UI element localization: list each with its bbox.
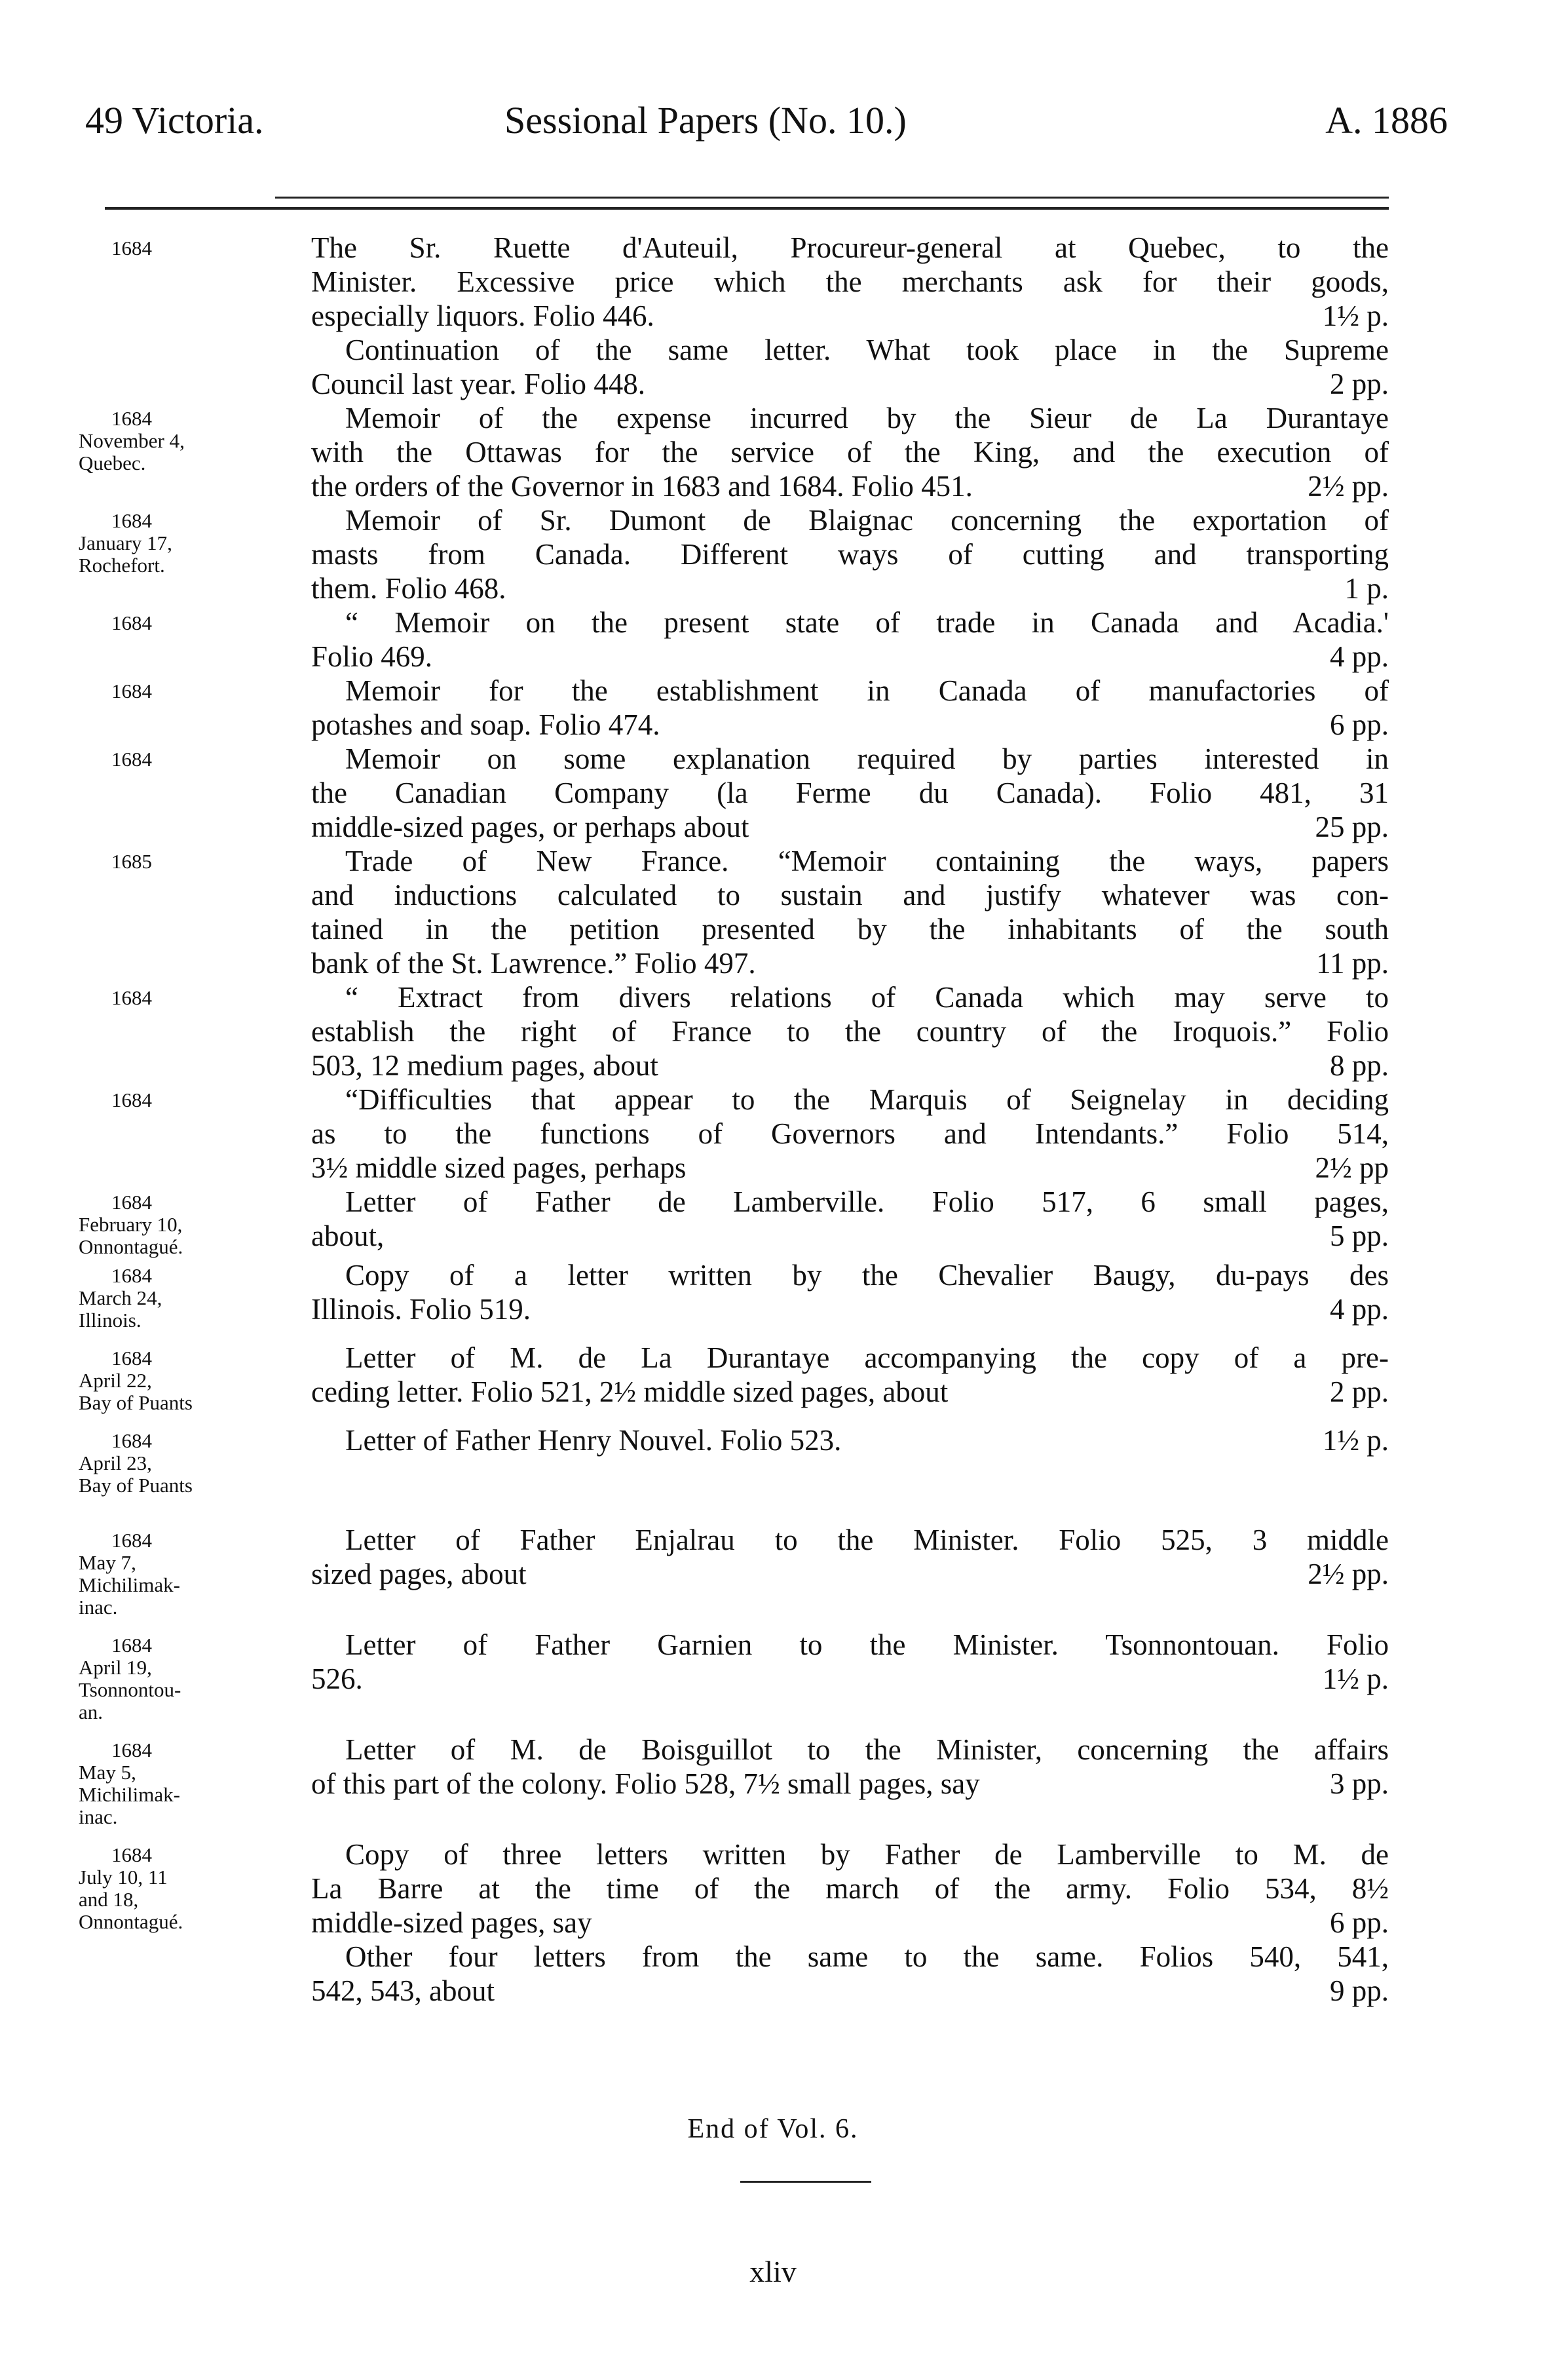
entry-year: 1684 <box>111 407 152 430</box>
entry-date-line: an. <box>79 1700 104 1723</box>
entry-line <box>311 1871 1389 1906</box>
entry-page-count: 5 pp. <box>1330 1219 1389 1252</box>
entry-line <box>311 1341 1389 1375</box>
entry-description <box>311 503 1389 605</box>
entry-text: with the Ottawas for the service of the King, and the execution of <box>311 436 1389 469</box>
entry-date-line: Michilimak- <box>79 1783 180 1806</box>
entry-text: Trade of New France. “Memoir containing the ways, papers <box>345 845 1389 877</box>
entry-line <box>311 1906 1389 1940</box>
entry-text: of this part of the colony. Folio 528, 7½ small pages, say <box>311 1767 980 1800</box>
entry-text: masts from Canada. Different ways of cutting and transporting <box>311 538 1389 571</box>
entry-date <box>79 1523 311 1619</box>
entry-line <box>311 946 1389 980</box>
end-of-volume: End of Vol. 6. <box>687 2114 859 2144</box>
entry-date-line: July 10, 11 <box>79 1866 168 1889</box>
entry-text: “ Extract from divers relations of Canada which may serve to <box>345 981 1389 1014</box>
entry-line <box>311 265 1389 299</box>
calendar-entry <box>79 1258 1389 1332</box>
calendar-entry <box>79 231 1389 333</box>
entry-line <box>311 1117 1389 1151</box>
calendar-entry <box>79 333 1389 401</box>
entry-page-count: 1½ p. <box>1322 1424 1389 1457</box>
entry-date <box>79 1423 311 1497</box>
entry-line <box>311 1258 1389 1292</box>
entry-line <box>311 1662 1389 1696</box>
entry-line <box>311 1423 1389 1457</box>
calendar-entry <box>79 844 1389 980</box>
entry-page-count: 2 pp. <box>1330 368 1389 400</box>
entry-date <box>79 605 311 674</box>
entry-line <box>311 1048 1389 1083</box>
entry-date <box>79 1733 311 1828</box>
entry-year: 1684 <box>111 1264 152 1287</box>
entry-year: 1684 <box>111 1843 152 1866</box>
entry-text: Letter of Father Henry Nouvel. Folio 523. <box>345 1424 842 1457</box>
entry-year: 1684 <box>111 1529 152 1552</box>
entry-line <box>311 503 1389 537</box>
entry-description <box>311 1733 1389 1828</box>
entry-text: sized pages, about <box>311 1558 527 1590</box>
entry-year: 1684 <box>111 1088 152 1111</box>
entry-date-line: Quebec. <box>79 451 146 474</box>
entry-date-line: January 17, <box>79 531 172 554</box>
entry-date <box>79 1837 311 2008</box>
calendar-entry <box>79 401 1389 503</box>
entry-text: them. Folio 468. <box>311 572 506 605</box>
entry-text: “Difficulties that appear to the Marquis of Seignelay in deciding <box>345 1083 1389 1116</box>
calendar-entry <box>79 674 1389 742</box>
entry-text: Memoir for the establishment in Canada of manufactories of <box>345 674 1389 707</box>
entry-line <box>311 1219 1389 1253</box>
entry-page-count: 1½ p. <box>1322 1662 1389 1695</box>
entry-year: 1684 <box>111 680 152 702</box>
calendar-entries <box>79 231 1389 2008</box>
calendar-entry <box>79 1523 1389 1619</box>
entry-text: Letter of Father Garnien to the Minister. Tsonnontouan. Folio <box>345 1628 1389 1661</box>
entry-text: Other four letters from the same to the same. Folios 540, 541, <box>345 1940 1389 1973</box>
entry-date <box>79 1628 311 1723</box>
entry-page-count: 25 pp. <box>1315 811 1389 843</box>
header-session: 49 Victoria. <box>85 99 264 142</box>
header-rule-thick <box>105 207 1389 210</box>
entry-text: “ Memoir on the present state of trade in Canada and Acadia.' <box>345 606 1389 639</box>
entry-text: La Barre at the time of the march of the army. Folio 534, 8½ <box>311 1872 1389 1905</box>
entry-description <box>311 844 1389 980</box>
entry-line <box>311 1151 1389 1185</box>
entry-text: as to the functions of Governors and Intendants.” Folio 514, <box>311 1117 1389 1150</box>
header-rule-thin <box>275 197 1389 199</box>
entry-description <box>311 1258 1389 1332</box>
entry-date-line: November 4, <box>79 429 185 452</box>
entry-year: 1684 <box>111 1738 152 1761</box>
header-year: A. 1886 <box>1325 99 1448 142</box>
entry-date-line: February 10, <box>79 1213 183 1236</box>
entry-text: the Canadian Company (la Ferme du Canada). Folio 481, 31 <box>311 777 1389 809</box>
calendar-entry <box>79 742 1389 844</box>
calendar-entry <box>79 1185 1389 1258</box>
calendar-entry <box>79 1423 1389 1497</box>
entry-date-line: May 5, <box>79 1761 136 1784</box>
entry-date-line: April 22, <box>79 1369 152 1392</box>
entry-line <box>311 1767 1389 1801</box>
entry-description <box>311 1083 1389 1185</box>
entry-text: 503, 12 medium pages, about <box>311 1049 658 1082</box>
entry-text: and inductions calculated to sustain and justify whatever was con- <box>311 879 1389 912</box>
entry-line <box>311 1014 1389 1048</box>
entry-date <box>79 231 311 333</box>
entry-page-count: 2 pp. <box>1330 1375 1389 1408</box>
entry-year: 1684 <box>111 611 152 634</box>
entry-year: 1684 <box>111 1429 152 1452</box>
entry-date <box>79 1258 311 1332</box>
calendar-entry <box>79 605 1389 674</box>
entry-description <box>311 605 1389 674</box>
entry-date-line: and 18, <box>79 1888 139 1911</box>
entry-description <box>311 980 1389 1083</box>
entry-line <box>311 674 1389 708</box>
entry-text: the orders of the Governor in 1683 and 1684. Folio 451. <box>311 470 973 503</box>
entry-line <box>311 776 1389 810</box>
entry-text: Copy of three letters written by Father de Lamberville to M. de <box>345 1838 1389 1871</box>
entry-page-count: 2½ pp <box>1315 1151 1389 1184</box>
entry-line <box>311 435 1389 469</box>
entry-text: Folio 469. <box>311 640 433 673</box>
entry-description <box>311 1185 1389 1258</box>
entry-date <box>79 980 311 1083</box>
entry-line <box>311 571 1389 605</box>
entry-date <box>79 1341 311 1414</box>
entry-page-count: 6 pp. <box>1330 1906 1389 1939</box>
entry-date-line: inac. <box>79 1596 118 1619</box>
entry-year: 1684 <box>111 986 152 1009</box>
entry-line <box>311 1628 1389 1662</box>
entry-line <box>311 469 1389 503</box>
entry-date-line: Bay of Puants <box>79 1474 193 1497</box>
entry-description <box>311 231 1389 333</box>
entry-text: middle-sized pages, or perhaps about <box>311 811 749 843</box>
entry-line <box>311 980 1389 1014</box>
entry-line <box>311 299 1389 333</box>
entry-line <box>311 1940 1389 1974</box>
entry-date <box>79 333 311 401</box>
entry-year: 1684 <box>111 1191 152 1214</box>
entry-date <box>79 1083 311 1185</box>
entry-date <box>79 1185 311 1258</box>
entry-text: Continuation of the same letter. What took place in the Supreme <box>345 334 1389 366</box>
entry-date-line: March 24, <box>79 1286 162 1309</box>
entry-date-line: Rochefort. <box>79 554 165 577</box>
entry-line <box>311 1557 1389 1591</box>
entry-year: 1684 <box>111 1347 152 1370</box>
entry-text: Letter of M. de La Durantaye accompanying the copy of a pre- <box>345 1341 1389 1374</box>
entry-page-count: 1½ p. <box>1322 299 1389 332</box>
entry-text: Council last year. Folio 448. <box>311 368 645 400</box>
entry-page-count: 8 pp. <box>1330 1049 1389 1082</box>
entry-date-line: Onnontagué. <box>79 1910 183 1933</box>
entry-line <box>311 708 1389 742</box>
entry-text: Minister. Excessive price which the merchants ask for their goods, <box>311 265 1389 298</box>
entry-line <box>311 1292 1389 1326</box>
entry-line <box>311 878 1389 912</box>
entry-year: 1684 <box>111 1634 152 1657</box>
entry-line <box>311 401 1389 435</box>
entry-description <box>311 401 1389 503</box>
entry-line <box>311 537 1389 571</box>
entry-description <box>311 674 1389 742</box>
entry-line <box>311 1974 1389 2008</box>
entry-page-count: 2½ pp. <box>1308 1558 1389 1590</box>
entry-date-line: May 7, <box>79 1551 136 1574</box>
entry-date-line: Illinois. <box>79 1309 141 1332</box>
calendar-entry <box>79 1341 1389 1414</box>
entry-year: 1685 <box>111 850 152 873</box>
entry-date-line: inac. <box>79 1805 118 1828</box>
entry-text: Copy of a letter written by the Chevalier Baugy, du-pays des <box>345 1259 1389 1292</box>
calendar-entry <box>79 1837 1389 2008</box>
entry-text: ceding letter. Folio 521, 2½ middle sized pages, about <box>311 1375 949 1408</box>
entry-text: especially liquors. Folio 446. <box>311 299 654 332</box>
entry-year: 1684 <box>111 748 152 771</box>
entry-date-line: April 19, <box>79 1656 152 1679</box>
entry-line <box>311 1185 1389 1219</box>
entry-date <box>79 742 311 844</box>
page-number: xliv <box>749 2255 797 2288</box>
entry-page-count: 6 pp. <box>1330 708 1389 741</box>
entry-page-count: 1 p. <box>1344 572 1389 605</box>
calendar-entry <box>79 1733 1389 1828</box>
entry-page-count: 2½ pp. <box>1308 470 1389 503</box>
entry-date-line: Onnontagué. <box>79 1235 183 1258</box>
entry-description <box>311 333 1389 401</box>
entry-page-count: 11 pp. <box>1316 947 1389 980</box>
entry-description <box>311 1523 1389 1619</box>
entry-line <box>311 367 1389 401</box>
entry-text: middle-sized pages, say <box>311 1906 592 1939</box>
calendar-entry <box>79 1628 1389 1723</box>
entry-line <box>311 1375 1389 1409</box>
entry-description <box>311 742 1389 844</box>
entry-page-count: 9 pp. <box>1330 1974 1389 2007</box>
entry-date <box>79 503 311 605</box>
entry-text: 526. <box>311 1662 363 1695</box>
entry-text: Letter of Father Enjalrau to the Minister. Folio 525, 3 middle <box>345 1524 1389 1556</box>
calendar-entry <box>79 980 1389 1083</box>
entry-text: about, <box>311 1219 385 1252</box>
entry-line <box>311 810 1389 844</box>
entry-text: 542, 543, about <box>311 1974 495 2007</box>
entry-line <box>311 844 1389 878</box>
entry-year: 1684 <box>111 237 152 259</box>
entry-date-line: Tsonnontou- <box>79 1678 181 1701</box>
entry-text: bank of the St. Lawrence.” Folio 497. <box>311 947 756 980</box>
header-title: Sessional Papers (No. 10.) <box>504 99 907 142</box>
entry-description <box>311 1837 1389 2008</box>
entry-text: 3½ middle sized pages, perhaps <box>311 1151 687 1184</box>
running-header <box>85 98 1448 151</box>
entry-text: Memoir of Sr. Dumont de Blaignac concerning the exportation of <box>345 504 1389 537</box>
entry-text: The Sr. Ruette d'Auteuil, Procureur-general at Quebec, to the <box>311 231 1389 264</box>
entry-date <box>79 401 311 503</box>
entry-line <box>311 333 1389 367</box>
entry-line <box>311 231 1389 265</box>
end-rule <box>740 2181 871 2183</box>
entry-date <box>79 674 311 742</box>
entry-page-count: 4 pp. <box>1330 640 1389 673</box>
entry-line <box>311 912 1389 946</box>
entry-text: tained in the petition presented by the inhabitants of the south <box>311 913 1389 946</box>
entry-text: Memoir of the expense incurred by the Sieur de La Durantaye <box>345 402 1389 434</box>
entry-description <box>311 1628 1389 1723</box>
entry-year: 1684 <box>111 509 152 532</box>
entry-description <box>311 1341 1389 1414</box>
entry-text: Letter of Father de Lamberville. Folio 517, 6 small pages, <box>345 1185 1389 1218</box>
entry-line <box>311 1523 1389 1557</box>
entry-date-line: Michilimak- <box>79 1573 180 1596</box>
entry-line <box>311 1083 1389 1117</box>
calendar-entry <box>79 1083 1389 1185</box>
entry-description <box>311 1423 1389 1497</box>
calendar-entry <box>79 503 1389 605</box>
entry-text: establish the right of France to the country of the Iroquois.” Folio <box>311 1015 1389 1048</box>
entry-text: Illinois. Folio 519. <box>311 1293 531 1326</box>
entry-text: potashes and soap. Folio 474. <box>311 708 660 741</box>
entry-page-count: 3 pp. <box>1330 1767 1389 1800</box>
entry-date-line: April 23, <box>79 1451 152 1474</box>
entry-line <box>311 1837 1389 1871</box>
entry-line <box>311 640 1389 674</box>
entry-text: Memoir on some explanation required by parties interested in <box>345 742 1389 775</box>
entry-line <box>311 1733 1389 1767</box>
entry-text: Letter of M. de Boisguillot to the Minister, concerning the affairs <box>345 1733 1389 1766</box>
entry-line <box>311 605 1389 640</box>
entry-date-line: Bay of Puants <box>79 1391 193 1414</box>
entry-line <box>311 742 1389 776</box>
entry-date <box>79 844 311 980</box>
entry-page-count: 4 pp. <box>1330 1293 1389 1326</box>
